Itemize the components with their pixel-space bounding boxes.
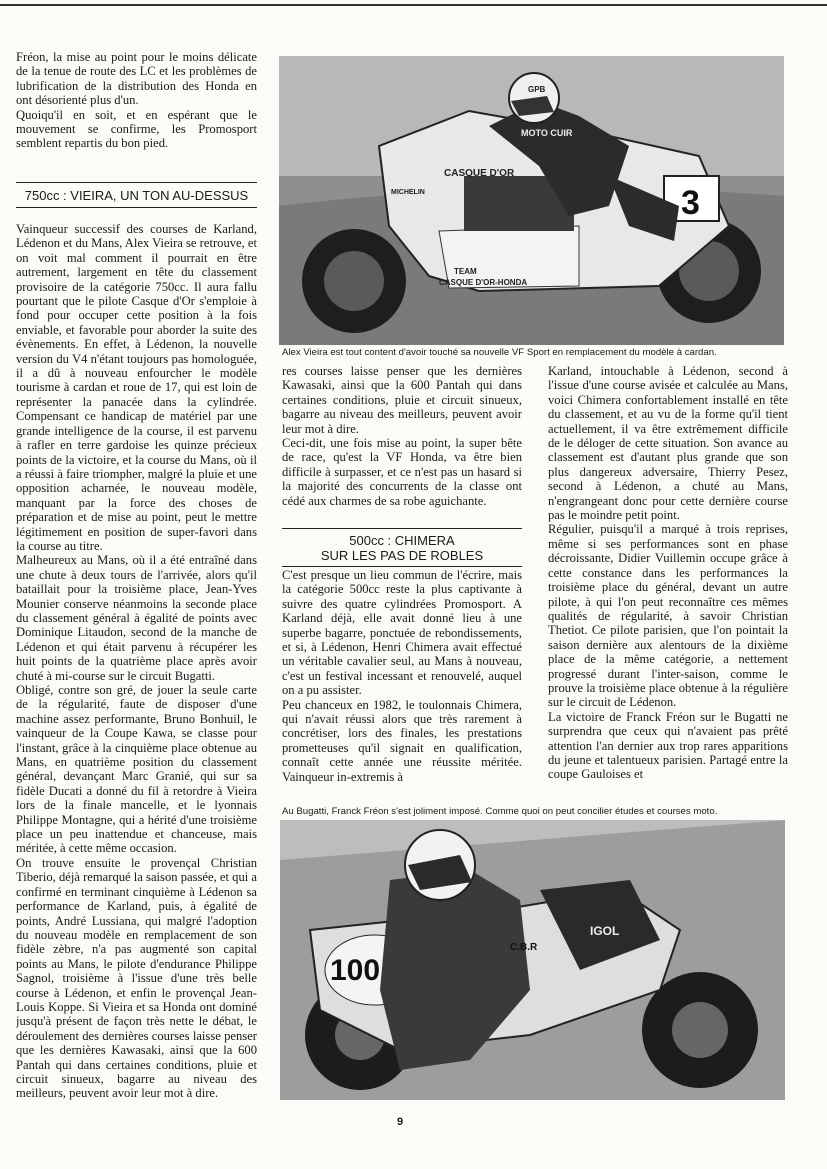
- photo1-label-fairing: CASQUE D'OR: [444, 168, 515, 179]
- article-paragraph: Malheureux au Mans, où il a été entraîné dans une chute à deux tours de l'arrivée, alors qu'il bataillait pour la troisième place, Jean-Yves Mounier conserve néanmoins la seconde place du classement général à égalité de points avec Dominique Litaudon, second de la manche de Lédenon et qui était parvenu à récupérer les huit points de la quatrième place après avoir chuté à mi-course sur le circuit Bugatti.: [16, 553, 257, 683]
- photo1-race-number: 3: [681, 184, 700, 222]
- intro-paragraph: Fréon, la mise au point pour le moins délicate de la tenue de route des LC et les problèmes de lubrification de la distribution des Honda en ont désorienté plus d'un.: [16, 50, 257, 108]
- photo2-caption: Au Bugatti, Franck Fréon s'est joliment imposé. Comme quoi on peut concilier études et courses moto.: [282, 806, 718, 817]
- article-500cc: [282, 568, 522, 798]
- photo2-race-number: 100: [330, 954, 381, 987]
- intro-paragraph: Quoiqu'il en soit, et en espérant que le mouvement se confirme, les Promosport semblent repartis du bon pied.: [16, 107, 257, 151]
- article-paragraph: Régulier, puisqu'il a marqué à trois reprises, même si ses performances sont en phase décroissante, Didier Vuillemin occupe grâce à cette constance dans les performances la troisième place du général, devant un autre pilote, à qui l'on peut reconnaître ces mêmes qualités de régularité, à savoir Christian Thetiot. Ce pilote parisien, que l'on pointait la saison dernière aux alentours de la dixième place de la même catégorie, a nettement progressé durant l'inter-saison, comme le prouve la troisième place obtenue à la régulière sur le circuit de Lédenon.: [548, 522, 788, 710]
- photo-franck-freon: [280, 820, 785, 1100]
- photo2-label-cbr: C.B.R: [510, 942, 538, 953]
- photo1-label-helmet: GPB: [528, 85, 546, 94]
- article-500cc-continued: [548, 364, 788, 800]
- motorcycle-illustration-1: [279, 56, 784, 345]
- photo1-label-rider: MOTO CUIR: [521, 128, 573, 138]
- photo1-label-team2: CASQUE D'OR-HONDA: [439, 278, 528, 287]
- article-paragraph: Ceci-dit, une fois mise au point, la super bête de race, qu'est la VF Honda, va être bien difficile à surpasser, et ce n'est pas un hasard si la majorité des concurrents de la classe ont cédé aux charmes de sa robe aguichante.: [282, 436, 522, 508]
- section-heading-500cc: [282, 528, 522, 567]
- photo1-label-team: TEAM: [454, 267, 477, 276]
- photo1-label-michelin: MICHELIN: [391, 189, 425, 196]
- article-750cc: [16, 222, 257, 1107]
- article-paragraph: Karland, intouchable à Lédenon, second à l'issue d'une course avisée et calculée au Mans, voici Chimera confortablement installé en tête du classement, et au vu de la forme qu'il tient actuellement, il va être extrêmement difficile de le déloger de cette situation. Son avance au classement est d'autant plus grande que son plus dangereux adversaire, Thierry Pesez, second à Lédenon, a chuté au Mans, n'engrangeant donc pour cette dernière course pas le moindre petit point.: [548, 364, 788, 523]
- section-heading-500cc-line1: 500cc : CHIMERA: [349, 533, 455, 548]
- section-heading-500cc-line2: SUR LES PAS DE ROBLES: [320, 548, 484, 563]
- photo2-label-igol: IGOL: [590, 924, 620, 938]
- article-750cc-continued: [282, 364, 522, 520]
- motorcycle-illustration-2: [280, 820, 785, 1100]
- article-paragraph: Vainqueur successif des courses de Karland, Lédenon et du Mans, Alex Vieira se retrouve, et on voit mal comment il pourrait en être autrement, largement en tête du classement provisoire de la catégorie 750cc. Il aura fallu pourtant que le pilote Casque d'Or s'emploie à fond pour occuper cette position à la fois enviable, et favorable pour aborder la suite des évènements. En effet, à Lédenon, la nouvelle version du V4 n'étant toujours pas homologuée, il a dû à nouveau enfourcher le modèle tourisme à cardan et roue de 17, qui est loin de représenter la panacée dans la cylindrée. Compensant ce handicap de matériel par une grande intelligence de la course, il est parvenu à rafler en terre gardoise les quinze précieux points de la victoire, et la course du Mans, où il a réussi à faire triompher, malgré la pluie et une opposition acharnée, le nouveau modèle, manquant par la force des choses de préparation et de mise au point, peut le mettre légitimement en position de super-favori dans la course au titre.: [16, 222, 257, 553]
- photo-alex-vieira: [279, 56, 784, 345]
- photo1-caption: Alex Vieira est tout content d'avoir touché sa nouvelle VF Sport en remplacement du modèle à cardan.: [282, 347, 717, 358]
- article-paragraph: res courses laisse penser que les dernières Kawasaki, ainsi que la 600 Pantah qui dans certaines conditions, pluie et circuit sinueux, bagarre au niveau des meilleurs, peuvent avoir leur mot à dire.: [282, 364, 522, 436]
- section-heading-750cc: 750cc : VIEIRA, UN TON AU-DESSUS: [16, 182, 257, 208]
- article-paragraph: Peu chanceux en 1982, le toulonnais Chimera, qui n'avait réussi alors que très rarement à concrétiser, lors des finales, les prestations prometteuses qu'il signait en qualification, connaît cette année une réussite méritée. Vainqueur in-extremis à: [282, 697, 522, 784]
- article-paragraph: C'est presque un lieu commun de l'écrire, mais la catégorie 500cc reste la plus captivante à suivre des quatre cylindrées Promosport. A Karland déjà, elle avait donné lieu à une superbe bagarre, ponctuée de rebondissements, et si, à Lédenon, Henri Chimera avait effectué un véritable cavalier seul, au Mans à nouveau, c'est un festival incessant et renouvelé, auquel on a pu assister.: [282, 568, 522, 698]
- article-paragraph: La victoire de Franck Fréon sur le Bugatti ne surprendra que ceux qui n'avaient pas prêté attention l'an dernier aux trop rares apparitions du jeune et talentueux parisien. Partagé entre la coupe Gauloises et: [548, 709, 788, 782]
- article-paragraph: Obligé, contre son gré, de jouer la seule carte de la régularité, faute de disposer d'une machine assez performante, Bruno Bonhuil, le vainqueur de la Coupe Kawa, se classe pour l'instant, grâce à la cinquième place obtenue au Mans, en quatrième position du classement général, devançant Marc Granié, qui sur sa fidèle Ducati a donné du fil à retordre à Vieira lors de la finale mancelle, et le lyonnais Philippe Montagne, qui a hérité d'une troisième place un peu inattendue et chanceuse, mais méritée, à cette même occasion.: [16, 683, 257, 856]
- article-paragraph: On trouve ensuite le provençal Christian Tiberio, déjà remarqué la saison passée, et qui a confirmé en terminant cinquième à Lédenon sa performance de Karland, puis, à égalité de points, André Lussiana, qui malgré l'adoption du nouveau modèle en remplacement de son fidèle zèbre, n'a pas augmenté son capital points au Mans, le pilote d'endurance Philippe Sagnol, troisième à l'issue d'une très belle course à Lédenon, et enfin le provençal Jean-Louis Koppe. Si Vieira et sa Honda ont dominé jusqu'à présent de façon très nette le débat, le déroulement des dernières courses laisse penser que les dernières Kawasaki, ainsi que la 600 Pantah qui dans certaines conditions, pluie et circuit sinueux, bagarre au niveau des meilleurs, peuvent avoir leur mot à dire.: [16, 855, 257, 1101]
- top-rule: [0, 4, 827, 6]
- page-number: 9: [396, 1116, 404, 1128]
- intro-text: [16, 50, 257, 151]
